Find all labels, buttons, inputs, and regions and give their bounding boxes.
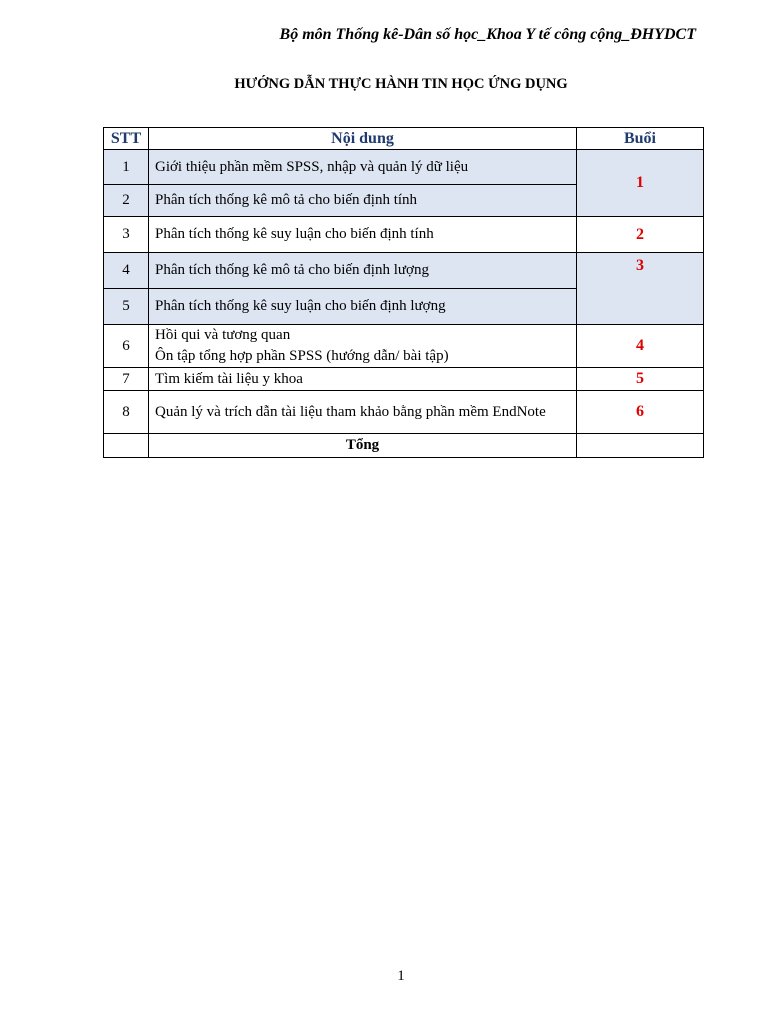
- row-content: Quản lý và trích dẫn tài liệu tham khảo bằng phần mềm EndNote: [149, 391, 577, 434]
- session-cell: 6: [577, 391, 704, 434]
- row-number: 1: [104, 150, 149, 185]
- row-content-line: Hồi qui và tương quan: [155, 327, 291, 343]
- total-value-cell: [577, 434, 704, 458]
- row-content: [149, 325, 577, 368]
- row-content: Phân tích thống kê mô tả cho biến định lượng: [149, 253, 577, 289]
- row-content: Phân tích thống kê suy luận cho biến định lượng: [149, 289, 577, 325]
- table-row: [104, 253, 704, 289]
- row-number: 2: [104, 185, 149, 217]
- row-number: 7: [104, 368, 149, 391]
- row-number: 3: [104, 217, 149, 253]
- row-content-line: Ôn tập tổng hợp phần SPSS (hướng dẫn/ bài tập): [155, 348, 449, 364]
- session-cell: 5: [577, 368, 704, 391]
- row-number: 5: [104, 289, 149, 325]
- column-header-content: Nội dung: [149, 128, 577, 150]
- row-content: Phân tích thống kê suy luận cho biến định tính: [149, 217, 577, 253]
- column-header-session: Buổi: [577, 128, 704, 150]
- running-header: Bộ môn Thống kê-Dân số học_Khoa Y tế công cộng_ĐHYDCT: [279, 26, 696, 43]
- row-content: Tìm kiếm tài liệu y khoa: [149, 368, 577, 391]
- table-row: [104, 217, 704, 253]
- row-number: 4: [104, 253, 149, 289]
- row-number: 8: [104, 391, 149, 434]
- table-row: [104, 391, 704, 434]
- session-cell: 1: [577, 150, 704, 217]
- table-total-row: [104, 434, 704, 458]
- row-content: Giới thiệu phần mềm SPSS, nhập và quản lý dữ liệu: [149, 150, 577, 185]
- document-title: HƯỚNG DẪN THỰC HÀNH TIN HỌC ỨNG DỤNG: [234, 76, 568, 92]
- table-row: [104, 368, 704, 391]
- schedule-table: [103, 127, 704, 458]
- column-header-stt: STT: [104, 128, 149, 150]
- total-label: Tổng: [149, 434, 577, 458]
- table-row: [104, 150, 704, 185]
- session-cell: 2: [577, 217, 704, 253]
- empty-cell: [104, 434, 149, 458]
- session-cell: 4: [577, 325, 704, 368]
- row-content: Phân tích thống kê mô tả cho biến định tính: [149, 185, 577, 217]
- row-number: 6: [104, 325, 149, 368]
- table-row: [104, 325, 704, 368]
- table-header-row: [104, 128, 704, 150]
- page-number: 1: [397, 968, 405, 984]
- session-cell: 3: [577, 253, 704, 325]
